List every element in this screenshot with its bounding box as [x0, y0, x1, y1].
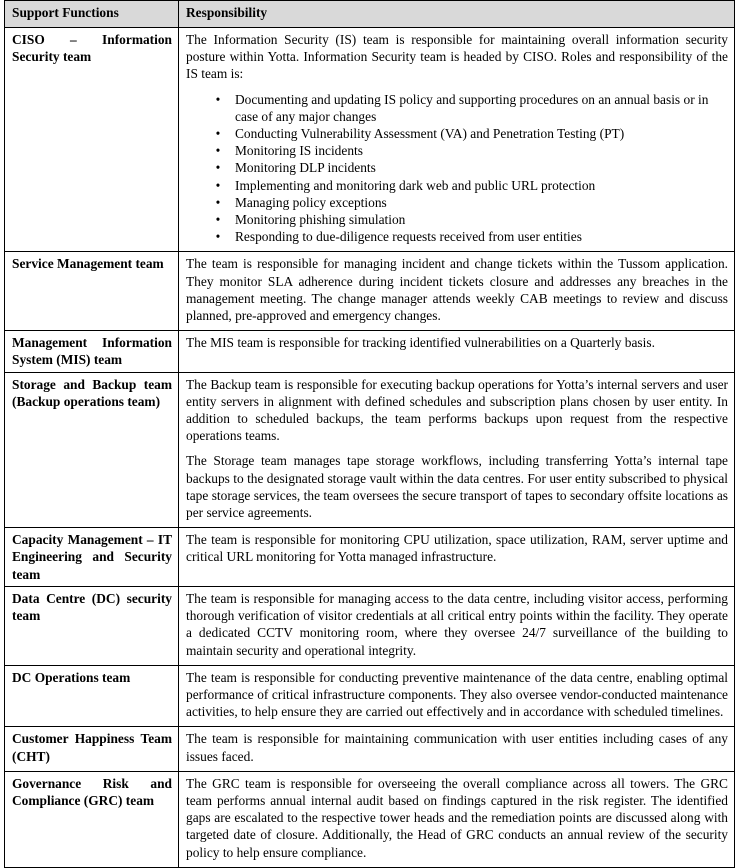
support-function-cell — [5, 28, 179, 252]
table-row — [5, 252, 735, 331]
support-function-cell — [5, 771, 179, 867]
support-function-cell — [5, 727, 179, 771]
responsibility-paragraph: The MIS team is responsible for tracking identified vulnerabilities on a Quarterly basis. — [186, 335, 655, 351]
responsibility-cell — [179, 586, 735, 665]
support-function-name: DC Operations team — [12, 669, 131, 685]
table-header-row — [5, 1, 735, 28]
responsibility-cell — [179, 665, 735, 727]
bullet-icon: • — [215, 212, 221, 228]
support-function-name: Customer Happiness Team (CHT) — [12, 731, 172, 764]
support-function-name: Management Information System (MIS) team — [12, 335, 172, 368]
list-item — [215, 228, 728, 245]
list-item — [215, 159, 728, 176]
responsibility-cell — [179, 771, 735, 867]
table-row — [5, 331, 735, 372]
table-row — [5, 771, 735, 867]
list-item-text: Conducting Vulnerability Assessment (VA) and Penetration Testing (PT) — [235, 126, 625, 142]
responsibility-cell — [179, 28, 735, 252]
support-function-name: Data Centre (DC) security team — [12, 590, 172, 624]
table-row — [5, 727, 735, 771]
support-function-name: Capacity Management – IT Engineering and Security team — [12, 532, 172, 582]
bullet-icon: • — [215, 126, 221, 142]
support-function-cell — [5, 528, 179, 587]
table-row — [5, 28, 735, 252]
bullet-icon: • — [215, 91, 221, 107]
list-item — [215, 91, 728, 125]
support-function-name: Service Management team — [12, 256, 164, 272]
responsibility-paragraph: The team is responsible for monitoring CPU utilization, space utilization, RAM, server uptime and critical URL monitoring for Yotta managed infrastructure. — [186, 532, 728, 565]
support-functions-table — [4, 0, 735, 868]
list-item-text: Managing policy exceptions — [235, 194, 387, 210]
list-item — [215, 177, 728, 194]
responsibility-cell — [179, 372, 735, 528]
responsibility-paragraph: The Information Security (IS) team is responsible for maintaining overall information security posture within Yotta. Information Security team is headed by CISO. Roles and responsibility of the IS team is: — [186, 32, 728, 82]
support-function-cell — [5, 665, 179, 727]
responsibility-paragraph: The team is responsible for conducting preventive maintenance of the data centre, enabling optimal performance of critical infrastructure components. They also oversee vendor-conducted maintenance activities, to help ensure they are carried out effectively and in accordance with scheduled timelines. — [186, 669, 728, 720]
support-function-name: Storage and Backup team (Backup operations team) — [12, 376, 172, 409]
list-item-text: Implementing and monitoring dark web and public URL protection — [235, 177, 596, 193]
responsibility-paragraph: The Storage team manages tape storage workflows, including transferring Yotta’s internal tape backups to the designated storage vault within the data centres. For user entity subscribed to physical tape storage services, the team oversees the secure transport of tapes to secondary offsite locations as per service agreements. — [186, 453, 728, 521]
list-item-text: Monitoring phishing simulation — [235, 212, 406, 228]
bullet-icon: • — [215, 194, 221, 210]
responsibility-cell — [179, 331, 735, 372]
responsibility-cell — [179, 252, 735, 331]
table-row — [5, 372, 735, 528]
list-item — [215, 211, 728, 228]
list-item-text: Responding to due-diligence requests received from user entities — [235, 229, 582, 245]
responsibility-paragraph: The Backup team is responsible for executing backup operations for Yotta’s internal servers and user entity servers in alignment with defined schedules and subscription plans chosen by user entity. In addition to scheduled backups, the team performs backups upon request from the respective operations teams. — [186, 376, 728, 444]
header-responsibility: Responsibility — [179, 1, 735, 28]
support-function-name: CISO – Information Security team — [12, 32, 172, 65]
support-function-cell — [5, 586, 179, 665]
list-item — [215, 194, 728, 211]
support-function-name: Governance Risk and Compliance (GRC) team — [12, 775, 172, 808]
support-function-cell — [5, 252, 179, 331]
header-support-functions: Support Functions — [5, 1, 179, 28]
table-row — [5, 586, 735, 665]
list-item-text: Monitoring IS incidents — [235, 143, 363, 159]
list-item — [215, 125, 728, 142]
responsibility-paragraph: The team is responsible for maintaining communication with user entities including cases of any issues faced. — [186, 731, 728, 764]
responsibility-bullet-list — [186, 91, 728, 246]
table-row — [5, 665, 735, 727]
table-row — [5, 528, 735, 587]
responsibility-paragraph: The GRC team is responsible for overseeing the overall compliance across all towers. The GRC team performs annual internal audit based on findings captured in the risk register. The identified gaps are escalated to the respective tower heads and the remediation points are discussed along with targeted date of closure. Additionally, the Head of GRC conducts an annual review of the security policy to help ensure compliance. — [186, 775, 728, 860]
bullet-icon: • — [215, 229, 221, 245]
bullet-icon: • — [215, 143, 221, 159]
responsibility-paragraph: The team is responsible for managing incident and change tickets within the Tussom application. They monitor SLA adherence during incident tickets closure and addresses any breaches in the management meeting. The change manager attends weekly CAB meetings to review and discuss planned, pre-approved and emergency changes. — [186, 256, 728, 324]
responsibility-cell — [179, 727, 735, 771]
bullet-icon: • — [215, 177, 221, 193]
list-item-text: Monitoring DLP incidents — [235, 160, 376, 176]
responsibility-cell — [179, 528, 735, 587]
support-function-cell — [5, 331, 179, 372]
support-function-cell — [5, 372, 179, 528]
list-item — [215, 142, 728, 159]
responsibility-paragraph: The team is responsible for managing access to the data centre, including visitor access, performing thorough verification of visitor credentials at all critical entry points within the facility. They operate a dedicated CCTV monitoring room, where they oversee 24/7 surveillance of the building to maintain security and operational integrity. — [186, 590, 728, 658]
list-item-text: Documenting and updating IS policy and supporting procedures on an annual basis or in case of any major changes — [235, 91, 709, 124]
bullet-icon: • — [215, 160, 221, 176]
